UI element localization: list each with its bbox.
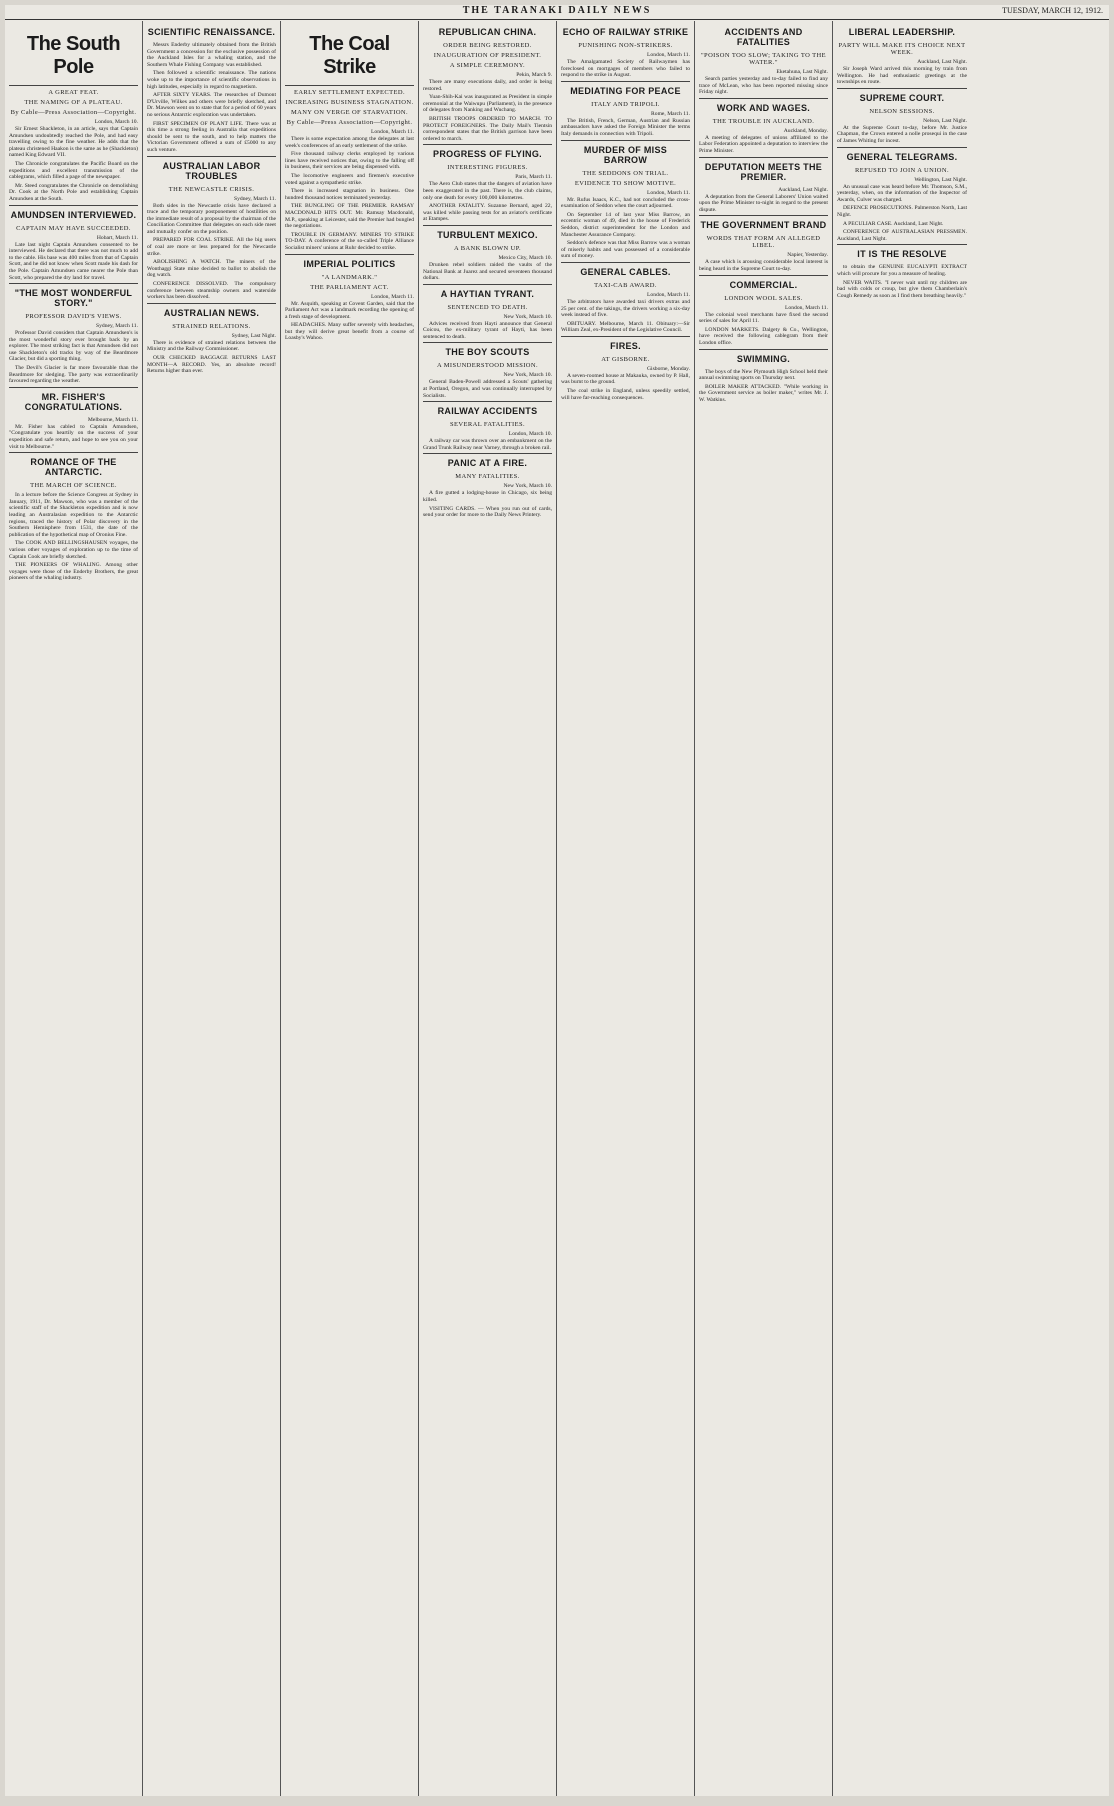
article — [285, 25, 414, 252]
article — [9, 25, 138, 203]
dateline: Napier, Yesterday. — [787, 252, 828, 259]
article-subhead: INTERESTING FIGURES. — [447, 164, 528, 172]
article — [9, 205, 138, 282]
article-subhead: INCREASING BUSINESS STAGNATION. — [285, 99, 414, 106]
article — [561, 336, 690, 401]
article-paragraph: In a lecture before the Science Congress at Sydney in January, 1911, Dr. Mawson, who was a member of the scientific staff of the Shackleton expedition and is now leading an Australasian expedition to the Antarctic regions, traced the history of Polar discovery in the Southern Hemisphere from 1531, the date of the publication of the hypothetical map of Oronius Fine. — [9, 492, 138, 538]
article-subhead: AT GISBORNE. — [601, 355, 650, 363]
issue-date: TUESDAY, MARCH 12, 1912. — [1002, 6, 1103, 15]
article-paragraph: LONDON MARKETS. Dalgety & Co., Wellington, have received the following cablegram from their London office. — [699, 326, 828, 346]
dateline: Eketahuna, Last Night. — [776, 69, 828, 75]
article-paragraph: There is increased stagnation in business. One hundred thousand notices terminated yesterday. — [285, 188, 414, 201]
article-paragraph: HEADACHES. Many suffer severely with headaches, but they will derive great benefit from a course of Loasby's Wahoo. — [285, 322, 414, 342]
press-credit: By Cable—Press Association—Copyright. — [10, 109, 137, 116]
article-paragraph: Then followed a scientific renaissance. The nations woke up to the importance of scientific observations in high latitudes, especially in regard to magnetism. — [147, 70, 276, 90]
article — [423, 453, 552, 518]
article-subhead: THE NAMING OF A PLATEAU. — [24, 99, 123, 106]
article-subhead: EARLY SETTLEMENT EXPECTED. — [293, 89, 406, 96]
article-paragraph: The locomotive engineers and firemen's executive voted against a sympathetic strike. — [285, 172, 414, 186]
article-paragraph: THE PIONEERS OF WHALING. Among other voyages were those of the Enderby Brothers, the great pioneers of the whaling industry. — [9, 562, 138, 582]
article-subhead: THE MARCH OF SCIENCE. — [30, 482, 117, 490]
article — [423, 225, 552, 282]
article-headline: MR. FISHER'S CONGRATULATIONS. — [9, 387, 138, 414]
article — [423, 144, 552, 223]
article-paragraph: At the Supreme Court to-day, before Mr. Justice Chapman, the Crown entered a nolle prosequi in the case of James Whiting for incest. — [837, 124, 967, 144]
article — [423, 401, 552, 451]
article-paragraph: OBITUARY. Melbourne, March 11. Obituary:—Sir William Zeal, ex-President of the Legislative Council. — [561, 320, 690, 334]
article-headline: SCIENTIFIC RENAISSANCE. — [147, 27, 276, 37]
article-paragraph: Yuan-Shih-Kai was inaugurated as President in simple ceremonial at the Waiwupu (Parliament), in the presence of delegates from Nanking and Wuchang. — [423, 94, 552, 114]
article-headline: RAILWAY ACCIDENTS — [423, 401, 552, 418]
article-subhead: EVIDENCE TO SHOW MOTIVE. — [574, 179, 677, 187]
article-paragraph: The Chronicle congratulates the Pacific Board on the expeditions and excellent transmission of the cablegrams, which filled a page of the newspaper. — [9, 160, 138, 181]
article-paragraph: Professor David considers that Captain Amundsen's is the most wonderful story ever brought back by an explorer. The most striking fact is that Amundsen did not use Shackleton's old tracks by way of the Beardmore Glacier, but did a sporting thing. — [9, 330, 138, 363]
article-paragraph: A fire gutted a lodging-house in Chicago, six being killed. — [423, 490, 552, 504]
article-paragraph: There are many executions daily, and order is being restored. — [423, 79, 552, 92]
article-headline: THE GOVERNMENT BRAND — [699, 215, 828, 232]
article-headline: PANIC AT A FIRE. — [423, 453, 552, 470]
article-paragraph: DEFENCE PROSECUTIONS. Palmerston North, Last Night. — [837, 205, 967, 218]
article-subhead: MANY ON VERGE OF STARVATION. — [290, 109, 409, 116]
article-subhead: "POISON TOO SLOW; TAKING TO THE WATER." — [701, 52, 826, 66]
article-headline: AUSTRALIAN NEWS. — [147, 303, 276, 320]
article-paragraph: Search parties yesterday and to-day failed to find any trace of McLean, who has been reported missing since Friday night. — [699, 76, 828, 96]
article — [9, 387, 138, 450]
dateline: London, March 11. — [785, 304, 828, 311]
article-paragraph: Mr. Rufus Isaacs, K.C., had not concluded the cross-examination of Seddon when the court adjourned. — [561, 196, 690, 210]
article-subhead: A SIMPLE CEREMONY. — [449, 62, 526, 69]
article-paragraph: BRITISH TROOPS ORDERED TO MARCH. TO PROTECT FOREIGNERS. The Daily Mail's Tientsin correspondent states that the British garrison have been ordered to march. — [423, 115, 552, 142]
article-headline: AUSTRALIAN LABOR TROUBLES — [147, 156, 276, 183]
article-subhead: PUNISHING NON-STRIKERS. — [578, 42, 673, 49]
article-headline: COMMERCIAL. — [699, 275, 828, 292]
article — [699, 275, 828, 347]
article-subhead: "A LANDMARK." — [321, 273, 378, 281]
article-subhead: REFUSED TO JOIN A UNION. — [854, 166, 950, 174]
article-paragraph: Sir Ernest Shackleton, in an article, says that Captain Amundsen undoubtedly reached the Pole, and had easy travelling owing to the fine weather. He adds that the plateau christened Haakon is the same as he (Shackleton) named King Edward VII. — [9, 126, 138, 159]
article-subhead: A GREAT FEAT. — [48, 89, 99, 96]
article — [837, 25, 967, 86]
article-subhead: ORDER BEING RESTORED. — [443, 42, 532, 49]
article — [423, 25, 552, 142]
article-subhead: THE PARLIAMENT ACT. — [310, 283, 389, 291]
press-credit: By Cable—Press Association—Copyright. — [286, 119, 413, 126]
dateline: Auckland, Monday. — [783, 127, 828, 134]
article — [285, 254, 414, 343]
article-paragraph: Mr. Asquith, speaking at Covent Garden, said that the Parliament Act was a landmark recording the opening of a fresh stage of development. — [285, 300, 414, 320]
dateline: Sydney, Last Night. — [231, 332, 276, 339]
article-paragraph: The Aero Club states that the dangers of aviation have been exaggerated in the past. There is, the club claims, only one death for every 100,000 kilometres. — [423, 181, 552, 201]
article-headline: MEDIATING FOR PEACE — [561, 81, 690, 98]
article-subhead: ITALY AND TRIPOLI. — [591, 100, 660, 108]
article-subhead: PROFESSOR DAVID'S VIEWS. — [25, 313, 122, 321]
article-subhead: NELSON SESSIONS. — [869, 107, 935, 115]
article-paragraph: The arbitrators have awarded taxi drivers extras and 25 per cent. of the takings, the drivers working a six-day week instead of five. — [561, 298, 690, 319]
article-headline: THE BOY SCOUTS — [423, 342, 552, 359]
article — [837, 147, 967, 243]
article-subhead: STRAINED RELATIONS. — [172, 322, 251, 330]
article-paragraph: On September 14 of last year Miss Barrow, an eccentric woman of 49, died in the house of Frederick Seddon, district superintendent for the London and Manchester Assurance Company. — [561, 211, 690, 238]
article-paragraph: Drunken rebel soldiers raided the vaults of the National Bank at Juarez and secured seventeen thousand dollars. — [423, 261, 552, 282]
article-subhead: PARTY WILL MAKE ITS CHOICE NEXT WEEK. — [838, 42, 966, 56]
article-paragraph: VISITING CARDS. — When you run out of cards, send your order for more to the Daily News Printery. — [423, 505, 552, 519]
article-subhead: SENTENCED TO DEATH. — [447, 303, 528, 311]
article-subhead: WORDS THAT FORM AN ALLEGED LIBEL. — [706, 235, 821, 250]
article-subhead: TAXI-CAB AWARD. — [594, 281, 657, 289]
article-headline: IMPERIAL POLITICS — [285, 254, 414, 271]
dateline: Sydney, March 11. — [96, 323, 138, 330]
dateline: London, March 11. — [647, 52, 690, 58]
article-headline: GENERAL TELEGRAMS. — [837, 147, 967, 164]
article-subhead: THE NEWCASTLE CRISIS. — [168, 185, 255, 193]
article-headline: PROGRESS OF FLYING. — [423, 144, 552, 161]
column-7 — [833, 21, 971, 1796]
article — [837, 244, 967, 299]
article — [147, 303, 276, 375]
article-headline: "THE MOST WONDERFUL STORY." — [9, 283, 138, 310]
article-paragraph: A seven-roomed house at Makauka, owned by P. Hall, was burnt to the ground. — [561, 372, 690, 386]
dateline: Sydney, March 11. — [234, 195, 276, 202]
dateline: London, March 10. — [94, 119, 138, 125]
article-headline: GENERAL CABLES. — [561, 262, 690, 279]
newspaper-page — [5, 5, 1109, 1796]
article-headline: WORK AND WAGES. — [699, 98, 828, 115]
article-headline: REPUBLICAN CHINA. — [438, 27, 537, 37]
article-headline: IT IS THE RESOLVE — [837, 244, 967, 261]
article-subhead: A BANK BLOWN UP. — [453, 244, 522, 252]
article-paragraph: The Devil's Glacier is far more favourable than the Beardmore for sledging. The party was extraordinarily favoured regarding the weather. — [9, 365, 138, 385]
article-subhead: LONDON WOOL SALES. — [724, 294, 803, 302]
article-headline: SUPREME COURT. — [837, 88, 967, 105]
article — [147, 25, 276, 154]
article-headline: ACCIDENTS AND FATALITIES — [724, 27, 803, 47]
article-paragraph: Sir Joseph Ward arrived this morning by train from Wellington. He had enthusiastic greetings at the townships en route. — [837, 66, 967, 86]
newspaper-title: THE TARANAKI DAILY NEWS — [462, 5, 652, 16]
article-headline: SWIMMING. — [699, 349, 828, 366]
dateline: Wellington, Last Night. — [914, 176, 967, 183]
article-paragraph: BOILER MAKER ATTACKED. "While working in the Government service as boiler maker," writes Mr. J. W. Watkins. — [699, 383, 828, 403]
column-4 — [419, 21, 557, 1796]
dateline: Hobart, March 11. — [96, 234, 138, 241]
article-paragraph: There is evidence of strained relations between the Ministry and the Railway Commissioner. — [147, 339, 276, 353]
article-paragraph: CONFERENCE OF AUSTRALASIAN PRESSMEN. Auckland, Last Night. — [837, 229, 967, 242]
dateline: Auckland, Last Night. — [917, 59, 967, 65]
article-paragraph: to obtain the GENUINE EUCALYPTI EXTRACT which will procure for you a measure of healing. — [837, 264, 967, 277]
article — [9, 452, 138, 582]
column-1 — [5, 21, 143, 1796]
article-paragraph: A deputation from the General Laborers' Union waited upon the Prime Minister to-night in regard to the present dispute. — [699, 193, 828, 213]
article-paragraph: Five thousand railway clerks employed by various lines have received notices that, owing to the falling off in business, their services are being dispensed with. — [285, 151, 414, 171]
article-paragraph: CONFERENCE DISSOLVED. The compulsory conference between steamship owners and waterside workers has been dissolved. — [147, 281, 276, 301]
dateline: Nelson, Last Night. — [923, 117, 967, 124]
article — [699, 215, 828, 272]
article — [699, 157, 828, 214]
article-paragraph: ABOLISHING A WATCH. The miners of the Wonthaggi State mine decided to ballot to abolish the dog watch. — [147, 259, 276, 279]
dateline: Gisborne, Monday. — [647, 365, 690, 372]
article-paragraph: TROUBLE IN GERMANY. MINERS TO STRIKE TO-DAY. A conference of the so-called Triple Alliance Socialist miners' unions at Ruhr decided to strike. — [285, 231, 414, 251]
article-subhead: SEVERAL FATALITIES. — [450, 421, 525, 429]
dateline: London, March 11. — [371, 293, 414, 300]
article-paragraph: ANOTHER FATALITY. Suzanne Bernard, aged 22, was killed while passing tests for an aviator's certificate at Etampes. — [423, 203, 552, 223]
article-paragraph: Mr. Fisher has cabled to Captain Amundsen, "Congratulate you heartily on the success of your expedition and safe return, and hope to see you on your visit to Melbourne." — [9, 423, 138, 450]
article-paragraph: FIRST SPECIMEN OF PLANT LIFE. There was at this time a strong feeling in Australia that expeditions should be sent to the south, and to help matters the Victorian Government offered a sum of £5000 to any such venture. — [147, 120, 276, 153]
article-paragraph: NEVER WAITS. "I never wait until my children are bad with colds or croup, but give them Chamberlain's Cough Remedy as soon as I find them breathing heavily." — [837, 279, 967, 299]
article-subhead: THE SEDDONS ON TRIAL. — [582, 169, 669, 177]
column-5 — [557, 21, 695, 1796]
article-paragraph: Both sides in the Newcastle crisis have declared a truce and the temporary postponement of hostilities on the immediate result of a proposal by the chairman of the Conciliation Committee that delegates on each side meet and mutually confer on the position. — [147, 202, 276, 235]
article-headline: TURBULENT MEXICO. — [423, 225, 552, 242]
article — [561, 81, 690, 138]
article-paragraph: Mr. Steed congratulates the Chronicle on demolishing Dr. Cook at the North Pole and establishing Captain Amundsen at the South. — [9, 182, 138, 202]
dateline: Paris, March 11. — [515, 174, 552, 181]
article-paragraph: Late last night Captain Amundsen consented to be interviewed. He declared that there was not much to add to the cable. His base was 400 miles from that of Captain Scott, and he did not know when Scott made his dash for the Pole. Captain Amundsen came nearer the Pole than Scott, who prepared the dry land for travel. — [9, 241, 138, 281]
article-subhead: CAPTAIN MAY HAVE SUCCEEDED. — [16, 224, 131, 232]
article-paragraph: The boys of the New Plymouth High School held their annual swimming sports on Thursday next. — [699, 368, 828, 382]
article-paragraph: OUR CHECKED BAGGAGE RETURNS LAST MONTH—A RECORD. Yes, an absolute record! Returns higher than ever. — [147, 355, 276, 375]
article-paragraph: Advices received from Hayti announce that General Coicou, the ex-military tyrant of Hayti, has been sentenced to death. — [423, 320, 552, 340]
article — [699, 25, 828, 96]
article-paragraph: AFTER SIXTY YEARS. The researches of Dumont D'Urville, Wilkes and others were briefly sketched, and Dr. Mawson went on to state that for a period of 60 years no serious Antarctic exploration was undertaken. — [147, 92, 276, 118]
article-paragraph: Seddon's defence was that Miss Barrow was a woman of miserly habits and was possessed of a considerable sum of money. — [561, 240, 690, 260]
dateline: Mexico City, March 10. — [498, 254, 552, 261]
article-paragraph: THE BUNGLING OF THE PREMIER. RAMSAY MACDONALD HITS OUT. Mr. Ramsay Macdonald, M.P., speaking at Leicester, said the Premier had bungled the negotiations. — [285, 203, 414, 230]
dateline: London, March 11. — [647, 291, 690, 298]
dateline: London, March 10. — [508, 431, 552, 438]
dateline: Auckland, Last Night. — [778, 186, 828, 193]
article-paragraph: Messrs Enderby ultimately obtained from the British Government a concession for the exclusive possession of the Auckland Isles for a whaling station, and the Southern Whale Fishing Company was established. — [147, 42, 276, 68]
column-container — [5, 21, 1109, 1796]
article-paragraph: The COOK AND BELLINGSHAUSEN voyages, the various other voyages of exploration up to the time of Captain Cook are briefly sketched. — [9, 540, 138, 560]
article — [423, 342, 552, 399]
column-3 — [281, 21, 419, 1796]
dateline: Melbourne, March 11. — [87, 416, 138, 423]
article — [561, 262, 690, 334]
article — [699, 349, 828, 404]
article-subhead: MANY FATALITIES. — [455, 473, 520, 481]
article — [561, 25, 690, 79]
dateline: Pekin, March 9. — [516, 72, 552, 78]
article-subhead: INAUGURATION OF PRESIDENT. — [433, 52, 542, 59]
article-paragraph: An unusual case was heard before Mr. Thomson, S.M., yesterday, when, on the information of the Inspector of Awards, Culver was charged. — [837, 183, 967, 203]
article-paragraph: PREPARED FOR COAL STRIKE. All the big users of coal are more or less prepared for the Newcastle strike. — [147, 237, 276, 257]
column-6 — [695, 21, 833, 1796]
article-headline: AMUNDSEN INTERVIEWED. — [9, 205, 138, 222]
article-subhead: A MISUNDERSTOOD MISSION. — [436, 362, 539, 370]
article-paragraph: A railway car was thrown over an embankment on the Grand Trunk Railway near Varney, through a broken rail. — [423, 438, 552, 451]
article — [837, 88, 967, 145]
article — [561, 140, 690, 260]
article — [699, 98, 828, 155]
article — [423, 284, 552, 341]
article-headline: ECHO OF RAILWAY STRIKE — [562, 27, 689, 37]
dateline: London, March 11. — [647, 189, 690, 196]
article-paragraph: There is some expectation among the delegates at last week's conferences of an early settlement of the strike. — [285, 136, 414, 149]
article-headline: A HAYTIAN TYRANT. — [423, 284, 552, 301]
dateline: Rome, March 11. — [651, 110, 690, 117]
article-paragraph: A case which is arousing considerable local interest is being heard in the Supreme Court to-day. — [699, 259, 828, 272]
article — [9, 283, 138, 385]
article — [147, 156, 276, 301]
article-paragraph: The coal strike in England, unless speedily settled, will have far-reaching consequences. — [561, 388, 690, 401]
dateline: New York, March 10. — [503, 372, 552, 379]
article-paragraph: General Baden-Powell addressed a Scouts' gathering at Portland, Oregon, and was continually interrupted by Socialists. — [423, 379, 552, 399]
article-headline: ROMANCE OF THE ANTARCTIC. — [9, 452, 138, 479]
article-paragraph: A PECULIAR CASE. Auckland, Last Night. — [843, 220, 944, 227]
column-2 — [143, 21, 281, 1796]
article-paragraph: The British, French, German, Austrian and Russian ambassadors have asked the Foreign Minister the terms Italy demands in connection with Tripoli. — [561, 117, 690, 137]
article-subhead: THE TROUBLE IN AUCKLAND. — [712, 117, 815, 125]
article-headline: FIRES. — [561, 336, 690, 353]
article-headline: The Coal Strike — [285, 25, 414, 86]
article-paragraph: The Amalgamated Society of Railwaymen has foreclosed on mortgages of members who failed to respond to the strike in August. — [561, 59, 690, 79]
dateline: New York, March 10. — [503, 483, 552, 490]
article-paragraph: The colonial wool merchants have fixed the second series of sales for April 11. — [699, 311, 828, 325]
article-paragraph: A meeting of delegates of unions affiliated to the Labor Federation appointed a deputation to interview the Prime Minister. — [699, 134, 828, 154]
article-headline: MURDER OF MISS BARROW — [561, 140, 690, 167]
dateline: London, March 11. — [371, 129, 414, 135]
article-headline: DEPUTATION MEETS THE PREMIER. — [699, 157, 828, 184]
article-headline: The South Pole — [9, 25, 138, 86]
masthead — [5, 5, 1109, 20]
article-headline: LIBERAL LEADERSHIP. — [848, 27, 956, 37]
dateline: New York, March 10. — [503, 313, 552, 320]
